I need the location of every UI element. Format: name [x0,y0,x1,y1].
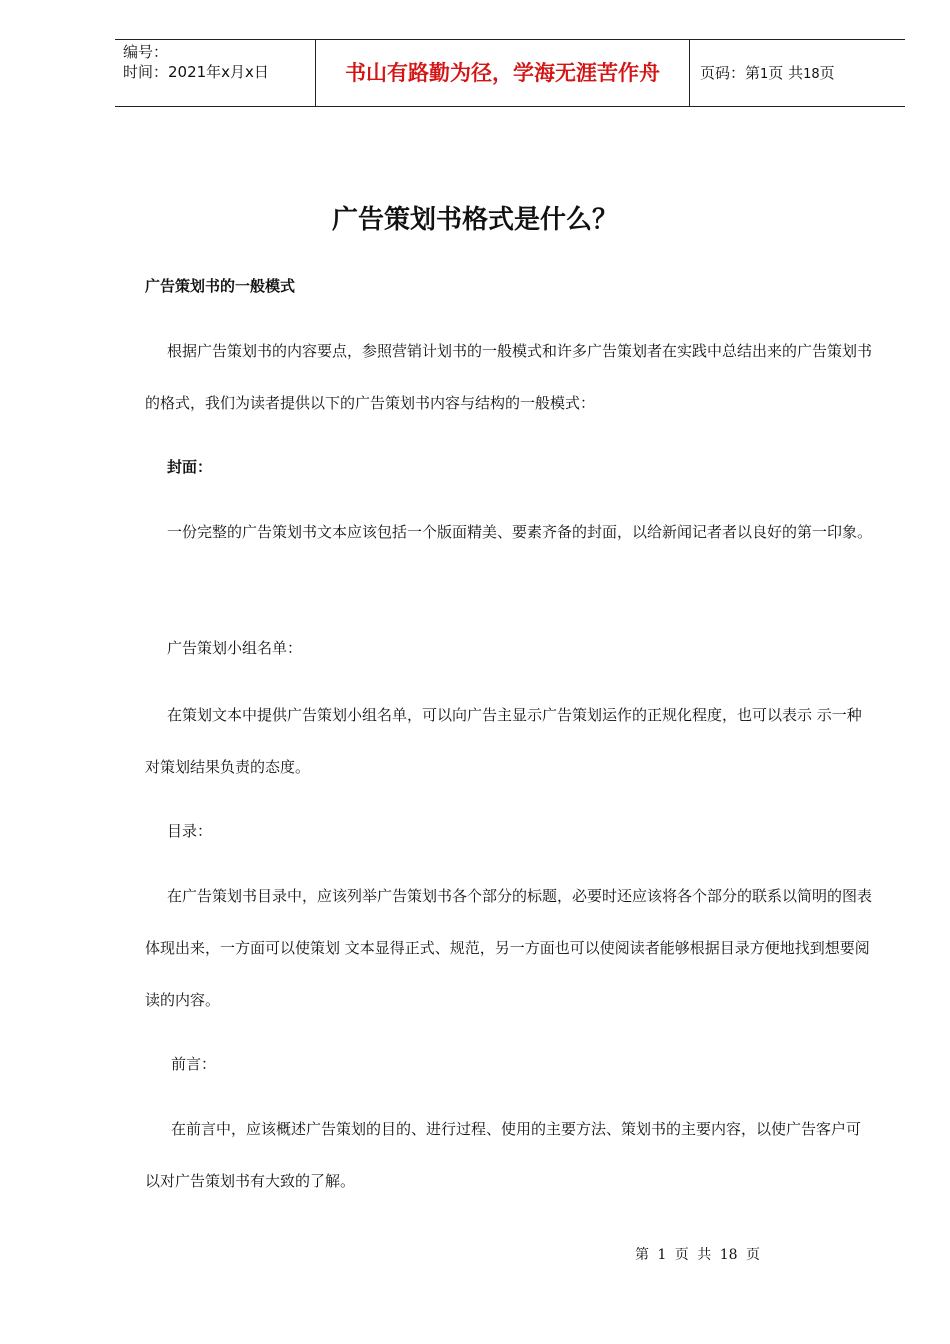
page-total: 18 [803,67,820,82]
document-title: 广告策划书格式是什么？ [331,205,618,235]
header-meta [115,40,315,106]
cover-paragraph: 一份完整的广告策划书文本应该包括一个版面精美、要素齐备的封面，以给新闻记者者以良好的第一印象。 [167,523,873,541]
serial-number-label: 编号： [123,43,169,61]
section-heading: 广告策划书的一般模式 [145,277,296,295]
toc-label: 目录： [167,822,213,840]
page-prefix: 页码：第 [700,64,761,82]
toc-paragraph: 在广告策划书目录中，应该列举广告策划书各个部分的标题，必要时还应该将各个部分的联系以简明的图表体现出来，一方面可以使策划 文本显得正式、规范，另一方面也可以使阅读者能够根据目录方便地找到想要阅读的内容。 [145,887,873,1009]
header-motto: 书山有路勤为径，学海无涯苦作舟 [315,40,690,106]
page-current: 1 [760,67,769,82]
header-page-number [690,40,905,106]
preface-paragraph: 在前言中，应该概述广告策划的目的、进行过程、使用的主要方法、策划书的主要内容，以使广告客户可以对广告策划书有大致的了解。 [145,1120,862,1190]
page-suffix: 页 [819,64,835,82]
preface-label: 前言： [171,1055,217,1073]
team-label: 广告策划小组名单： [167,639,303,657]
intro-paragraph: 根据广告策划书的内容要点，参照营销计划书的一般模式和许多广告策划者在实践中总结出来的广告策划书的格式，我们为读者提供以下的广告策划书内容与结构的一般模式： [145,342,873,412]
page-footer: 第 1 页 共 18 页 [635,1247,760,1263]
team-paragraph: 在策划文本中提供广告策划小组名单，可以向广告主显示广告策划运作的正规化程度，也可以表示 示一种对策划结果负责的态度。 [145,706,862,776]
date-label: 时间：2021年x月x日 [123,63,269,81]
cover-label: 封面： [167,458,213,476]
page-header [115,39,905,107]
page-mid: 页 共 [768,64,804,82]
